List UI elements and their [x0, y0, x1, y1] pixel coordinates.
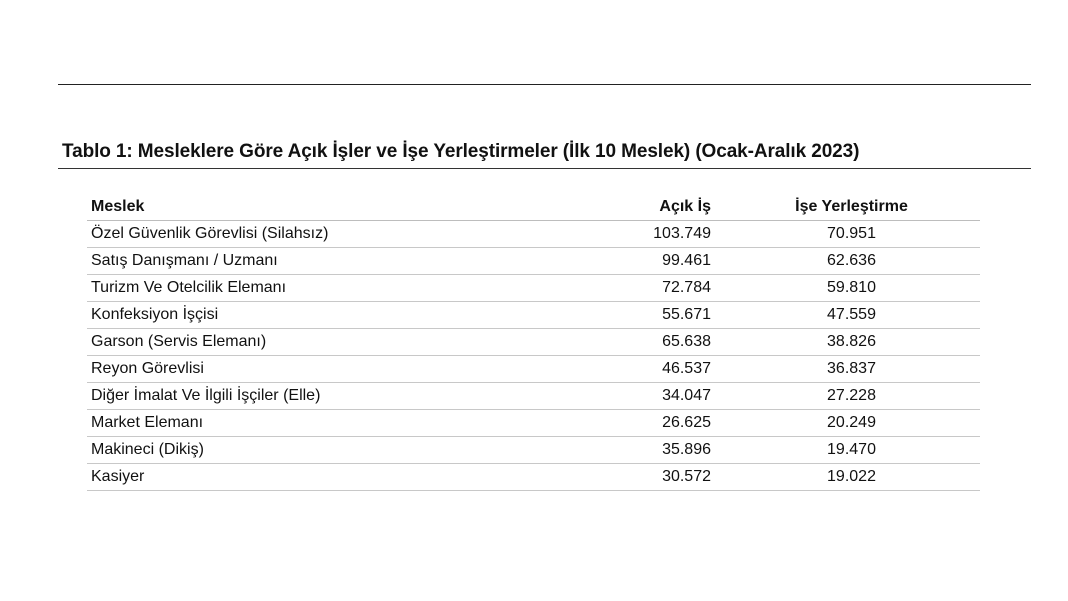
- cell-ise-yerlestirme: 59.810: [723, 275, 980, 302]
- cell-meslek: Garson (Servis Elemanı): [87, 329, 547, 356]
- cell-ise-yerlestirme: 36.837: [723, 356, 980, 383]
- table-row: [87, 410, 980, 437]
- occupation-table: [87, 194, 980, 491]
- cell-meslek: Diğer İmalat Ve İlgili İşçiler (Elle): [87, 383, 547, 410]
- cell-meslek: Konfeksiyon İşçisi: [87, 302, 547, 329]
- cell-meslek: Özel Güvenlik Görevlisi (Silahsız): [87, 221, 547, 248]
- cell-ise-yerlestirme: 19.470: [723, 437, 980, 464]
- cell-acik-is: 72.784: [547, 275, 723, 302]
- table-row: [87, 464, 980, 491]
- table-caption: Tablo 1: Mesleklere Göre Açık İşler ve İşe Yerleştirmeler (İlk 10 Meslek) (Ocak-Aralık 2023): [62, 141, 860, 162]
- cell-acik-is: 30.572: [547, 464, 723, 491]
- cell-acik-is: 35.896: [547, 437, 723, 464]
- header-acik-is: Açık İş: [547, 194, 723, 221]
- caption-divider: [58, 168, 1031, 169]
- cell-ise-yerlestirme: 19.022: [723, 464, 980, 491]
- cell-acik-is: 65.638: [547, 329, 723, 356]
- cell-acik-is: 103.749: [547, 221, 723, 248]
- cell-meslek: Reyon Görevlisi: [87, 356, 547, 383]
- table-row: [87, 302, 980, 329]
- cell-acik-is: 55.671: [547, 302, 723, 329]
- table-row: [87, 383, 980, 410]
- cell-ise-yerlestirme: 38.826: [723, 329, 980, 356]
- table-row: [87, 437, 980, 464]
- table-header-row: [87, 194, 980, 221]
- header-meslek: Meslek: [87, 194, 547, 221]
- table-row: [87, 275, 980, 302]
- cell-ise-yerlestirme: 70.951: [723, 221, 980, 248]
- cell-acik-is: 99.461: [547, 248, 723, 275]
- cell-acik-is: 34.047: [547, 383, 723, 410]
- cell-acik-is: 46.537: [547, 356, 723, 383]
- header-ise-yerlestirme: İşe Yerleştirme: [723, 194, 980, 221]
- top-divider: [58, 84, 1031, 85]
- cell-meslek: Market Elemanı: [87, 410, 547, 437]
- table-row: [87, 221, 980, 248]
- cell-ise-yerlestirme: 27.228: [723, 383, 980, 410]
- cell-ise-yerlestirme: 20.249: [723, 410, 980, 437]
- cell-meslek: Makineci (Dikiş): [87, 437, 547, 464]
- cell-ise-yerlestirme: 62.636: [723, 248, 980, 275]
- cell-meslek: Kasiyer: [87, 464, 547, 491]
- table-row: [87, 329, 980, 356]
- table-row: [87, 248, 980, 275]
- cell-meslek: Satış Danışmanı / Uzmanı: [87, 248, 547, 275]
- cell-ise-yerlestirme: 47.559: [723, 302, 980, 329]
- cell-meslek: Turizm Ve Otelcilik Elemanı: [87, 275, 547, 302]
- cell-acik-is: 26.625: [547, 410, 723, 437]
- table-row: [87, 356, 980, 383]
